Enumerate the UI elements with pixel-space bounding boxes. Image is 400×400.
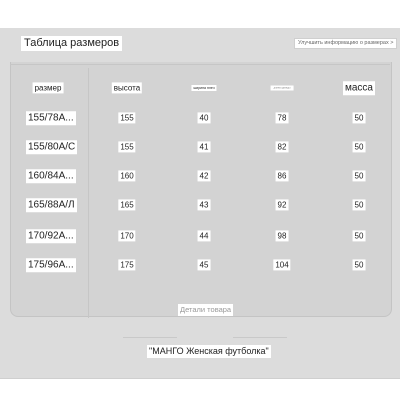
mass-value: 50 xyxy=(354,200,364,210)
product-name: "МАНГО Женская футболка" xyxy=(149,346,269,356)
size-label: 160/84A... xyxy=(28,170,74,182)
shoulder-width-value: 44 xyxy=(199,231,209,241)
garment-length-value: 104 xyxy=(275,260,289,270)
garment-length-value: 92 xyxy=(277,200,287,210)
mass-value: 50 xyxy=(354,260,364,270)
size-label: 155/80A/C xyxy=(28,141,76,153)
improve-size-info-link[interactable]: Улучшить информацию о размерах > xyxy=(294,38,397,49)
size-label: 170/92A... xyxy=(28,230,74,242)
height-value: 170 xyxy=(120,231,134,241)
size-table xyxy=(10,62,392,317)
height-value: 165 xyxy=(120,200,134,210)
height-value: 155 xyxy=(120,113,134,123)
size-column-divider xyxy=(88,68,89,318)
height-value: 175 xyxy=(120,260,134,270)
bottom-border xyxy=(0,378,400,379)
garment-length-value: 98 xyxy=(277,231,287,241)
mass-value: 50 xyxy=(354,171,364,181)
page-title: Таблица размеров xyxy=(21,36,122,51)
title-bar xyxy=(0,28,400,58)
size-label: 155/78A... xyxy=(28,112,74,124)
shoulder-width-value: 40 xyxy=(199,113,209,123)
mass-value: 50 xyxy=(354,231,364,241)
shoulder-width-value: 45 xyxy=(199,260,209,270)
column-header-size: размер xyxy=(34,83,62,93)
size-label: 165/88A/Л xyxy=(28,199,75,211)
shoulder-width-value: 42 xyxy=(199,171,209,181)
size-label: 175/96A... xyxy=(28,259,74,271)
height-value: 160 xyxy=(120,171,134,181)
header-divider xyxy=(10,64,390,65)
product-details-link[interactable]: Детали товара xyxy=(180,305,232,314)
garment-length-value: 86 xyxy=(277,171,287,181)
size-chart-screen xyxy=(0,28,400,378)
garment-length-value: 82 xyxy=(277,142,287,152)
shoulder-width-value: 43 xyxy=(199,200,209,210)
details-divider-right xyxy=(233,337,287,338)
column-header-garment-length: длина одежды xyxy=(271,86,294,91)
column-header-mass: масса xyxy=(345,82,373,94)
details-divider-left xyxy=(123,337,177,338)
mass-value: 50 xyxy=(354,113,364,123)
column-header-shoulder-width: ширина плеч xyxy=(193,86,215,90)
column-header-height: высота xyxy=(113,83,141,93)
shoulder-width-value: 41 xyxy=(199,142,209,152)
garment-length-value: 78 xyxy=(277,113,287,123)
mass-value: 50 xyxy=(354,142,364,152)
height-value: 155 xyxy=(120,142,134,152)
